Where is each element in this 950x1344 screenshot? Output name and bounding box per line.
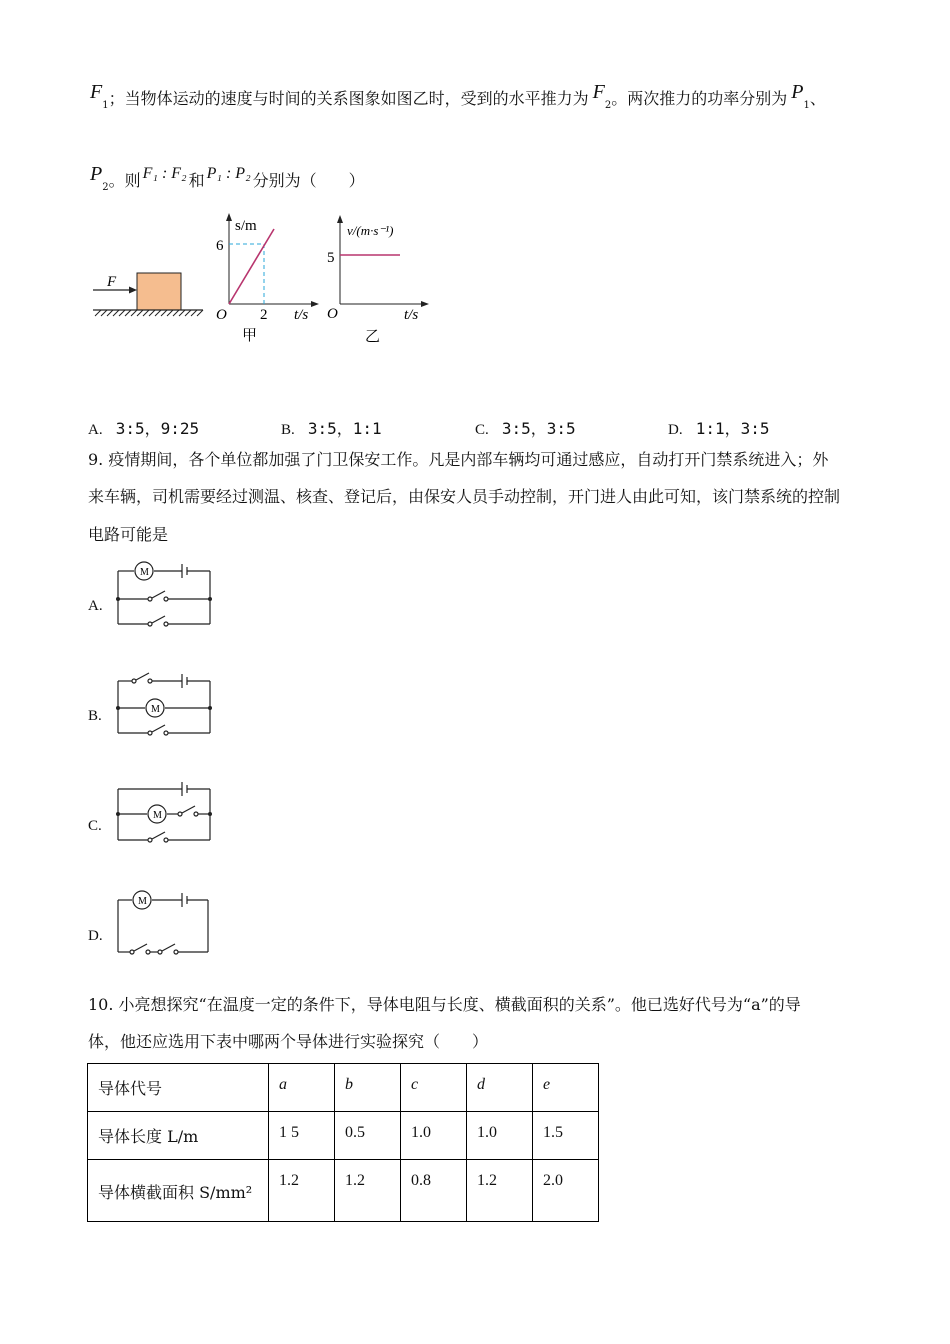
q9-line3: 电路可能是 xyxy=(88,525,169,544)
jia-y-tick: 6 xyxy=(216,238,224,254)
block-diagram xyxy=(93,273,203,316)
ground-hatching xyxy=(95,310,203,316)
cell-code-d: d xyxy=(467,1064,533,1112)
cell-area-d: 1.2 xyxy=(467,1160,533,1222)
q10-line1: 10. 小亮想探究“在温度一定的条件下，导体电阻与长度、横截面积的关系”。他已选好代号为“a”的导 xyxy=(88,995,801,1014)
jia-data-line xyxy=(229,229,274,304)
graph-jia xyxy=(216,213,319,344)
q10-line2: 体，他还应选用下表中哪两个导体进行实验探究（ ） xyxy=(88,1032,489,1051)
q9-option-a-label[interactable]: A. xyxy=(88,598,103,614)
q9-option-b-label[interactable]: B. xyxy=(88,708,102,724)
cell-area-c: 0.8 xyxy=(401,1160,467,1222)
q9-option-d-label[interactable]: D. xyxy=(88,928,103,944)
cell-code-a: a xyxy=(269,1064,335,1112)
table-row-length xyxy=(88,1112,599,1160)
yi-y-label: v/(m·s⁻¹) xyxy=(347,223,394,238)
q9-circuit-b[interactable] xyxy=(112,668,216,740)
q8-option-d[interactable]: D. 1:1，3:5 xyxy=(668,419,770,438)
force-label: F xyxy=(107,274,117,290)
yi-origin: O xyxy=(327,306,338,322)
graph-yi xyxy=(327,215,429,345)
yi-y-arrow xyxy=(337,215,343,223)
table-row-code xyxy=(88,1064,599,1112)
q8-option-a[interactable]: A. 3:5，9:25 xyxy=(88,419,200,438)
cell-length-a: 1 5 xyxy=(269,1112,335,1160)
q9-circuit-d[interactable] xyxy=(112,888,216,960)
conductor-table xyxy=(87,1063,599,1222)
q9-line1: 9. 疫情期间，各个单位都加强了门卫保安工作。凡是内部车辆均可通过感应，自动打开门禁系统进入；外 xyxy=(88,450,829,469)
motor-label-b: M xyxy=(151,704,160,715)
jia-x-tick: 2 xyxy=(260,307,268,323)
jia-y-arrow xyxy=(226,213,232,221)
jia-x-arrow xyxy=(311,301,319,307)
motor-label-a: M xyxy=(140,567,149,578)
force-arrow-head xyxy=(129,287,137,294)
motor-label-d: M xyxy=(138,896,147,907)
block xyxy=(137,273,181,310)
cell-area-a: 1.2 xyxy=(269,1160,335,1222)
q9-circuit-a[interactable] xyxy=(112,558,216,630)
q9-option-c-label[interactable]: C. xyxy=(88,818,102,834)
yi-caption: 乙 xyxy=(365,327,381,345)
cell-length-c: 1.0 xyxy=(401,1112,467,1160)
cell-length-e: 1.5 xyxy=(533,1112,599,1160)
row-header-area: 导体横截面积 S/mm² xyxy=(88,1160,269,1222)
q8-option-c[interactable]: C. 3:5，3:5 xyxy=(475,419,576,438)
yi-x-arrow xyxy=(421,301,429,307)
cell-length-d: 1.0 xyxy=(467,1112,533,1160)
row-header-code: 导体代号 xyxy=(88,1064,269,1112)
table-row-area xyxy=(88,1160,599,1222)
cell-code-b: b xyxy=(335,1064,401,1112)
q9-line2: 来车辆，司机需要经过测温、核查、登记后，由保安人员手动控制，开门进人由此可知，该门禁系统的控制 xyxy=(88,487,841,506)
yi-y-tick: 5 xyxy=(327,250,335,266)
jia-x-label: t/s xyxy=(294,307,309,323)
motor-label-c: M xyxy=(153,810,162,821)
jia-y-label: s/m xyxy=(235,218,257,234)
q8-line1: $F_1$；当物体运动的速度与时间的关系图象如图乙时，受到的水平推力为 $F_2$。两次推力的功率分别为 $P_1$、 xyxy=(90,81,826,112)
cell-code-e: e xyxy=(533,1064,599,1112)
cell-length-b: 0.5 xyxy=(335,1112,401,1160)
q8-option-b[interactable]: B. 3:5，1:1 xyxy=(281,419,382,438)
jia-caption: 甲 xyxy=(242,326,258,344)
q9-circuit-c[interactable] xyxy=(112,776,216,848)
cell-area-b: 1.2 xyxy=(335,1160,401,1222)
q8-line2: $P_2$。则 F₁ : F₂ 和 P₁ : P₂ 分别为（ ） xyxy=(90,163,365,194)
yi-x-label: t/s xyxy=(404,307,419,323)
cell-code-c: c xyxy=(401,1064,467,1112)
cell-area-e: 2.0 xyxy=(533,1160,599,1222)
row-header-length: 导体长度 L/m xyxy=(88,1112,269,1160)
jia-origin: O xyxy=(216,307,227,323)
q8-figure xyxy=(85,210,445,350)
